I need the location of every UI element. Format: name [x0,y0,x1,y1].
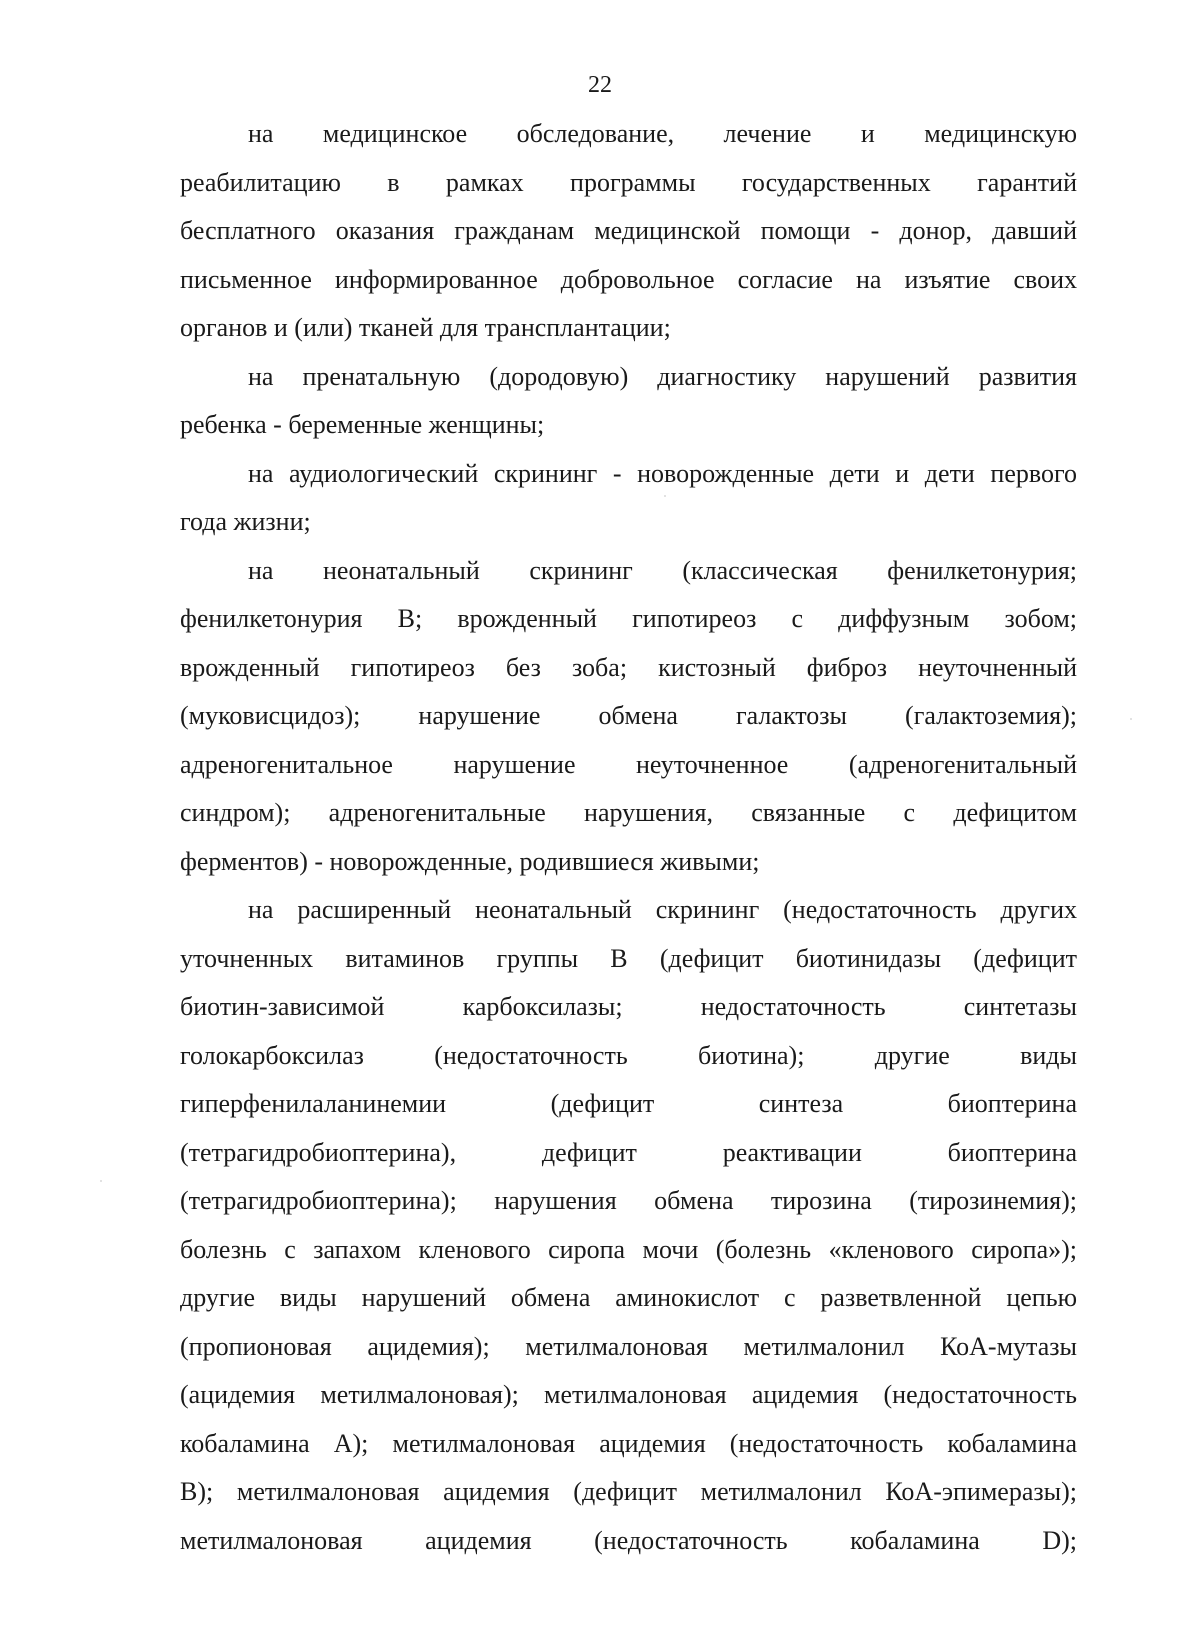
paragraph [180,110,1077,353]
text-line: (муковисцидоз); нарушение обмена галактозы (галактоземия); [180,701,1077,730]
scan-speck [100,1180,102,1182]
text-line: другие виды нарушений обмена аминокислот с разветвленной цепью [180,1283,1077,1312]
page-number: 22 [588,72,612,98]
text-line: врожденный гипотиреоз без зоба; кистозный фиброз неуточненный [180,652,1077,682]
paragraph [180,886,1077,1565]
text-line: бесплатного оказания гражданам медицинской помощи - донор, давший [180,216,1077,245]
text-line: кобаламина А); метилмалоновая ацидемия (недостаточность кобаламина [180,1428,1077,1458]
text-line: органов и (или) тканей для трансплантации; [180,313,671,342]
text-line: В); метилмалоновая ацидемия (дефицит метилмалонил КоА-эпимеразы); [180,1477,1077,1506]
text-line: уточненных витаминов группы В (дефицит биотинидазы (дефицит [180,943,1077,973]
text-line: на аудиологический скрининг - новорожденные дети и дети первого [248,458,1077,488]
text-line: (тетрагидробиоптерина), дефицит реактивации биоптерина [180,1137,1077,1167]
text-line: метилмалоновая ацидемия (недостаточность кобаламина D); [180,1525,1077,1555]
text-line: на пренатальную (дородовую) диагностику нарушений развития [248,361,1077,391]
text-line: письменное информированное добровольное согласие на изъятие своих [180,264,1077,294]
scan-speck [664,495,666,497]
paragraph [180,547,1077,887]
text-line: (пропионовая ацидемия); метилмалоновая метилмалонил КоА-мутазы [180,1331,1077,1361]
text-line: ребенка - беременные женщины; [180,410,545,439]
text-line: на медицинское обследование, лечение и медицинскую [248,119,1077,148]
paragraph [180,450,1077,547]
text-line: реабилитацию в рамках программы государственных гарантий [180,167,1077,197]
text-line: гиперфенилаланинемии (дефицит синтеза биоптерина [180,1089,1077,1118]
scan-speck [1130,718,1132,720]
text-line: синдром); адреногенитальные нарушения, связанные с дефицитом [180,798,1077,827]
text-line: на неонатальный скрининг (классическая фенилкетонурия; [248,555,1077,585]
text-line: ферментов) - новорожденные, родившиеся живыми; [180,846,760,876]
text-line: голокарбоксилаз (недостаточность биотина); другие виды [180,1040,1077,1070]
text-line: фенилкетонурия В; врожденный гипотиреоз с диффузным зобом; [180,604,1077,633]
text-line: года жизни; [180,507,311,536]
text-line: адреногенитальное нарушение неуточненное (адреногенитальный [180,749,1077,779]
paragraph [180,353,1077,450]
text-line: болезнь с запахом кленового сиропа мочи (болезнь «кленового сиропа»); [180,1234,1077,1264]
document-body [180,110,1077,1565]
text-line: на расширенный неонатальный скрининг (недостаточность других [248,895,1077,924]
text-line: (тетрагидробиоптерина); нарушения обмена тирозина (тирозинемия); [180,1186,1077,1215]
text-line: (ацидемия метилмалоновая); метилмалоновая ацидемия (недостаточность [180,1380,1077,1409]
text-line: биотин-зависимой карбоксилазы; недостаточность синтетазы [180,992,1077,1021]
